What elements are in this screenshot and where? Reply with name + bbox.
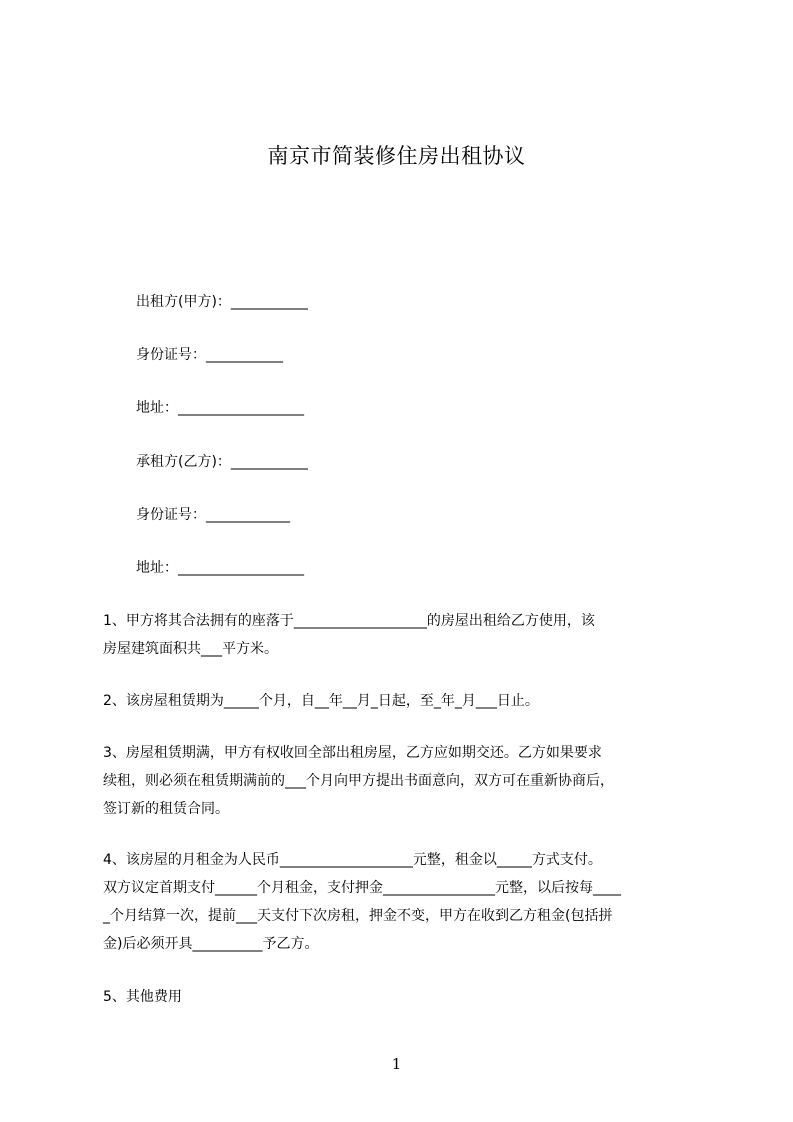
lessor-id-field: 身份证号：___________	[136, 347, 283, 363]
clause-5-line: 5、其他费用	[103, 989, 182, 1005]
page-title: 南京市简装修住房出租协议	[267, 144, 526, 168]
page-number: 1	[391, 1055, 402, 1073]
clause-3	[103, 739, 715, 823]
clause-4-line: 金)后必须开具__________予乙方。	[103, 936, 319, 952]
clause-3-line: 3、房屋租赁期满，甲方有权收回全部出租房屋，乙方应如期交还。乙方如果要求	[103, 745, 602, 761]
clause-4-line: 4、该房屋的月租金为人民币___________________元整，租金以_____方式支付。	[103, 852, 602, 868]
lessee-address-field: 地址：__________________	[136, 560, 304, 576]
clause-3-line: 签订新的租赁合同。	[103, 801, 229, 817]
clause-3-line: 续租，则必须在租赁期满前的___个月向甲方提出书面意向，双方可在重新协商后，	[103, 773, 614, 789]
clause-4	[103, 846, 715, 958]
clause-1-line: 房屋建筑面积共___平方米。	[103, 641, 278, 657]
lessor-field: 出租方(甲方)：___________	[136, 294, 308, 310]
lessee-field: 承租方(乙方)：___________	[136, 454, 308, 470]
clause-2	[103, 687, 715, 715]
clause-2-line: 2、该房屋租赁期为_____个月，自__年__月_日起，至_年_月___日止。	[103, 693, 539, 709]
lessee-id-field: 身份证号：____________	[136, 507, 290, 523]
lessor-address-field: 地址：__________________	[136, 400, 304, 416]
clause-1	[103, 607, 715, 663]
clause-4-line: 双方议定首期支付______个月租金，支付押金________________元整，以后按每____	[103, 880, 621, 896]
clause-1-line: 1、甲方将其合法拥有的座落于___________________的房屋出租给乙方使用，该	[103, 613, 595, 629]
clause-4-line: _个月结算一次，提前___天支付下次房租，押金不变，甲方在收到乙方租金(包括拼	[103, 908, 613, 924]
clause-5	[103, 983, 715, 1011]
